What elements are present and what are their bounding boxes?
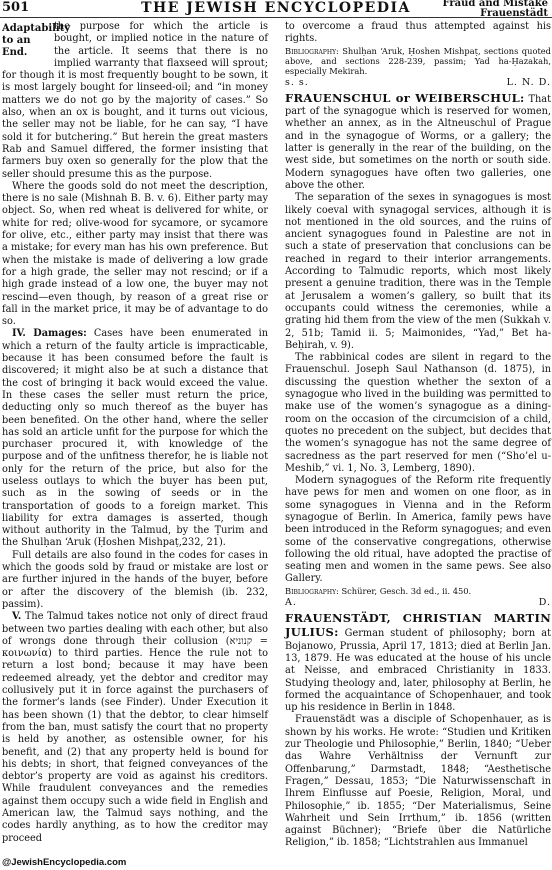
signature-1-right: L. N. D.: [506, 76, 551, 88]
right-column: [285, 21, 551, 850]
section-heading-v: V.: [12, 611, 22, 623]
left-paragraph-1-text: the purpose for which the article is bought, or implied notice in the nature of the article. It seems that there is no implied warranty that flaxseed will sprout; for though it is most frequently bought to be sown, it is most largely bought for linseed-oil; and “in money matters we do not go by the majority of cases.” So also, when an ox is bought, and it turns out vicious, the seller may not be liable, for he can say, “I have sold it for butchering.” But herein the great masters Rab and Samuel differed, the former insisting that farmers buy oxen so generally for the plow that the seller should presume this as the purpose.: [2, 21, 268, 180]
entry-frauenstadt-heading: FRAUENSTÄDT, CHRISTIAN MARTIN JULIUS:: [285, 611, 551, 640]
bibliography-1-label: Bibliography:: [285, 45, 339, 56]
left-paragraph-4: Full details are also found in the codes for cases in which the goods sold by fraud or mistake are lost or are further injured in the hands of the buyer, before or after the discovery of the blemish (ib. 232, passim).: [2, 549, 268, 610]
running-head-line-2: Frauenstädt: [480, 8, 548, 19]
entry-frauenstadt-text: German student of philosophy; born at Bojanowo, Prussia, April 17, 1813; died at Berlin Jan. 13, 1879. He was educated at the house of his uncle at Neisse, and embraced Christianity in 1833. Studying theology and, later, philosophy at Berlin, he formed the acquaintance of Schopenhauer, and took up his residence in Berlin in 1848.: [285, 628, 551, 714]
signature-1: [285, 77, 551, 89]
signature-2: [285, 597, 551, 609]
page-header: [0, 0, 552, 19]
entry-frauenschul-text: That part of the synagogue which is reserved for women, whether an annex, as in the Altneuschul of Prague and in the synagogue of Worms, or a gallery; the latter is generally in the rear of the building, on the west side, but sometimes on the north or south side. Modern synagogues have often two galleries, one above the other.: [285, 93, 551, 191]
margin-note: Adaptability to an End.: [2, 23, 71, 58]
bibliography-2: [285, 586, 551, 596]
right-paragraph-4: Modern synagogues of the Reform rite frequently have pews for men and women on one floor, as in some synagogues in Vienna and in the Reform synagogue of Berlin. In America, family pews have been introduced in the Reform synagogues; and even some of the conservative congregations, otherwise following the old ritual, have adopted the practise of seating men and women in the same pews. See also Gallery.: [285, 475, 551, 585]
bibliography-2-label: Bibliography:: [285, 585, 339, 596]
signature-2-left: A.: [285, 596, 297, 608]
right-paragraph-1: to overcome a fraud thus attempted against his rights.: [285, 21, 551, 45]
entry-frauenschul-heading: FRAUENSCHUL or WEIBERSCHUL:: [285, 90, 525, 105]
bibliography-2-text: Schürer, Gesch. 3d ed., ii. 450.: [338, 585, 472, 596]
running-head-line-1: Fraud and Mistake: [442, 0, 548, 9]
bibliography-1-text: Shulḥan ‘Aruk, Ḥoshen Mishpaṭ, sections quoted above, and sections 228-239, passim; Yad ha-Ḥazakah, especially Mekirah.: [285, 45, 551, 76]
entry-frauenstadt: [285, 612, 551, 714]
left-paragraph-1: [2, 21, 268, 181]
right-paragraph-5: Frauenstädt was a disciple of Schopenhauer, as is shown by his works. He wrote: “Studien und Kritiken zur Theologie und Philosophie,” Berlin, 1840; “Ueber das Wahre Verhältniss der Vernunft zur Offenbarung,” Darmstadt, 1848; “Aesthetische Fragen,” Dessau, 1853; “Die Naturwissenschaft in Ihrem Einflusse auf Poesie, Religion, Moral, und Philosophie,” ib. 1855; “Der Materialismus, Seine Wahrheit und Sein Irrthum,” ib. 1856 (written against Büchner); “Briefe über die Natürliche Religion,” ib. 1858; “Lichtstrahlen aus Immanuel: [285, 714, 551, 849]
page-number: 501: [2, 0, 30, 15]
left-paragraph-5: [2, 611, 268, 845]
header-rule: [0, 17, 552, 18]
signature-1-left: s. s.: [285, 76, 309, 88]
entry-frauenschul: [285, 92, 551, 192]
bibliography-1: [285, 46, 551, 76]
left-paragraph-3-text: Cases have been enumerated in which a return of the faulty article is impracticable, because it has been consumed before the fault is discovered; it might also be at such a distance that the cost of bringing it back would exceed the value. In these cases the seller must return the price, deducting only so much thereof as the buyer has been benefited. On the other hand, where the seller has sold an article unfit for the purpose for which the purchaser procured it, with knowledge of the purpose and of the unfitness therefor, he is liable not only for the return of the price, but also for the useless outlays to which the buyer has been put, such as in the sowing of seeds or in the transportation of goods to a foreign market. This liability for extra damages is asserted, though without authority in the Talmud, by the Ṭurim and the Shulḥan ‘Aruk (Ḥoshen Mishpaṭ,232, 21).: [2, 328, 268, 549]
signature-2-right: D.: [538, 596, 551, 608]
left-column: [2, 21, 268, 845]
left-paragraph-2: Where the goods sold do not meet the description, there is no sale (Mishnah B. B. v. 6). Either party may object. So, when red wheat is delivered for white, or white for red; olive-wood for sycamore, or sycamore for olive, etc., either party may insist that there was a mistake; for every man has his own preference. But when the mistake is made of delivering a low grade for a high grade, the seller may not rescind; or if a high grade instead of a low one, the buyer may not rescind—even though, by reason of a great rise or fall in the market price, it may be of advantage to do so.: [2, 180, 268, 328]
left-paragraph-5-text: The Talmud takes notice not only of direct fraud between two parties dealing with each other, but also of wrongs done through their collusion (קנוניא = κοινωνία) to third parties. Hence the rule not to return a lost bond; because it may have been redeemed already, yet the debtor and creditor may collusively put it in force against the purchasers of the former’s lands (see Finder). Under Execution it has been shown (1) that the debtor, to clear himself from the ban, must satisfy the court that no property is held by another, as ostensible owner, for his benefit, and (2) that any property held is bound for his debts; in short, that feigned conveyances of the debtor’s property are void as against his creditors. While fraudulent conveyances and the remedies against them occupy such a wide field in English and American law, the Talmud says nothing, and the codes hardly anything, as to how the creditor may proceed: [2, 611, 268, 844]
right-paragraph-2: The separation of the sexes in synagogues is most likely coeval with synagogal services, although it is not mentioned in the old sources, and the ruins of ancient synagogues found in Palestine are not in such a state of preservation that conclusions can be reached in regard to their interior arrangements. According to Talmudic reports, which most likely present a genuine tradition, there was in the Temple at Jerusalem a women’s gallery, so built that its occupants could witness the ceremonies, while a grating hid them from the view of the men (Sukkah v. 2, 51b; Tamid ii. 5; Maimonides, “Yad,” Bet ha-Beḥirah, v. 9).: [285, 192, 551, 351]
section-heading-damages: IV. Damages:: [12, 328, 87, 340]
watermark-link[interactable]: @JewishEncyclopedia.com: [2, 857, 127, 868]
left-paragraph-3: [2, 328, 268, 549]
right-paragraph-3: The rabbinical codes are silent in regard to the Frauenschul. Joseph Saul Nathanson (d. 1875), in discussing the question whether the sexton of a synagogue who lived in the building was permitted to make use of the women’s synagogue as a dining-room on the occasion of the circumcision of a child, quotes no precedent on the subject, but decides that the women’s synagogue has not the same degree of sacredness as the part reserved for men (“Sho’el u-Meshib,” vi. 1, No. 3, Lemberg, 1890).: [285, 352, 551, 474]
page-title: THE JEWISH ENCYCLOPEDIA: [141, 0, 411, 16]
